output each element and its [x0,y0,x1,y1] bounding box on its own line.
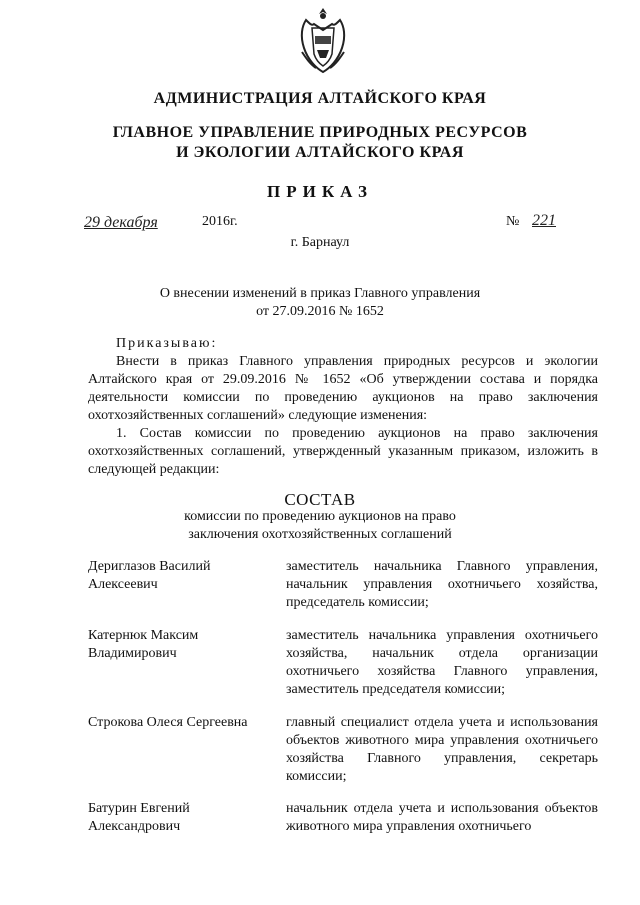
member-name: Дериглазов Василий Алексеевич [88,559,211,592]
paragraph-1: Внести в приказ Главного управления природных ресурсов и экологии Алтайского края от 29.09.2016 № 1652 «Об утверждении состава и порядка деятельности комиссии по проведению аукционов на право заключения охотхозяйственных соглашений» следующие изменения: [88,354,598,423]
city: г. Барнаул [290,235,350,250]
subject-line-2: от 27.09.2016 № 1652 [256,304,384,319]
member-role: заместитель начальника управления охотничьего хозяйства, начальник отдела организации охотничьего хозяйства Главного управления, заместитель председателя комиссии; [286,628,598,697]
member-role: начальник отдела учета и использования объектов животного мира управления охотничьего [286,801,598,834]
department-line-1: ГЛАВНОЕ УПРАВЛЕНИЕ ПРИРОДНЫХ РЕСУРСОВ [112,124,528,141]
member-role: заместитель начальника Главного управления, начальник управления охотничьего хозяйства, председатель комиссии; [286,559,598,610]
subject-line-1: О внесении изменений в приказ Главного управления [159,286,481,301]
order-word: Приказываю: [116,336,218,351]
member-name: Катернюк Максим Владимирович [88,628,199,661]
member-name: Строкова Олеся Сергеевна [88,715,248,730]
order-body [88,335,598,479]
coat-of-arms-icon [298,6,348,76]
department-line-2: И ЭКОЛОГИИ АЛТАЙСКОГО КРАЯ [176,144,464,161]
document-subject [0,285,640,321]
member-role: главный специалист отдела учета и использования объектов животного мира управления охотничьего хозяйства Главного управления, секретарь комиссии; [286,715,598,784]
composition-title: СОСТАВ [284,490,356,509]
administration-title: АДМИНИСТРАЦИЯ АЛТАЙСКОГО КРАЯ [153,90,487,107]
date-year: 2016г. [202,214,238,229]
paragraph-2: 1. Состав комиссии по проведению аукционов на право заключения охотхозяйственных соглашений, утвержденный указанным приказом, изложить в следующей редакции: [88,426,598,477]
composition-subtitle [0,508,640,544]
handwritten-number: 221 [532,212,556,229]
composition-subtitle-line-1: комиссии по проведению аукционов на право [184,509,456,524]
department-title [0,123,640,163]
number-label: № [506,214,520,229]
composition-subtitle-line-2: заключения охотхозяйственных соглашений [188,527,452,542]
document-type: ПРИКАЗ [267,182,373,201]
handwritten-date: 29 декабря [84,214,158,231]
member-name: Батурин Евгений Александрович [88,801,190,834]
